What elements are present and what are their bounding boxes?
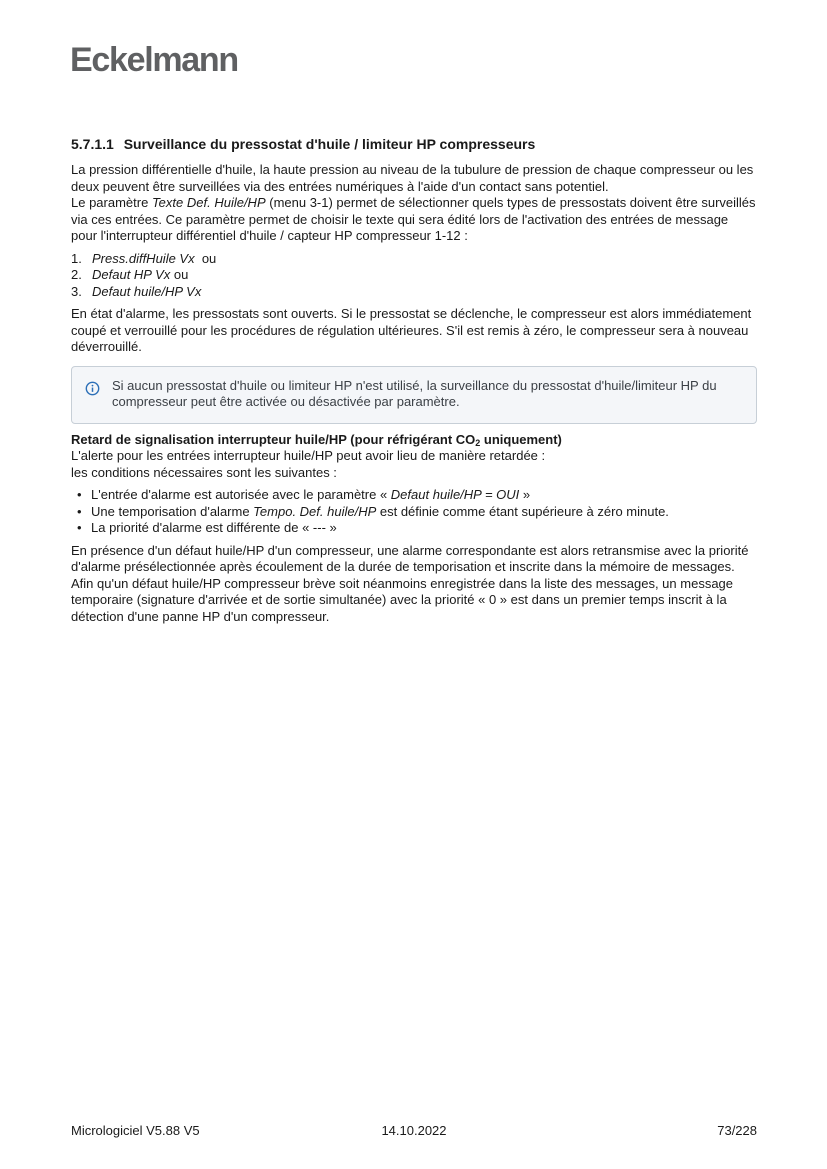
footer-date: 14.10.2022 xyxy=(381,1123,447,1138)
footer-firmware: Micrologiciel V5.88 V5 xyxy=(71,1123,200,1138)
param-name: Texte Def. Huile/HP xyxy=(151,195,266,210)
list-item xyxy=(71,267,757,284)
parameter-paragraph xyxy=(71,195,757,245)
list-item xyxy=(71,251,757,268)
co2-subscript: 2 xyxy=(475,437,481,448)
delay-line-1: L'alerte pour les entrées interrupteur huile/HP peut avoir lieu de manière retardée : xyxy=(71,448,546,463)
bullet-text: L'entrée d'alarme est autorisée avec le paramètre « xyxy=(91,487,391,502)
note-text: Si aucun pressostat d'huile ou limiteur HP n'est utilisé, la surveillance du pressostat d'huile/limiteur HP du compresseur peut être activée ou désactivée par paramètre. xyxy=(112,377,717,409)
intro-block xyxy=(71,162,757,245)
list-number: 1. xyxy=(71,250,82,266)
param-text-post: (menu 3-1) permet de sélectionner quels types de pressostats doivent être surveillés via ces entrées. Ce paramètre permet de choisir le texte qui sera édité lors de l'activation des entrées de message pour l'interrupteur différentiel d'huile / capteur HP compresseur 1-12 : xyxy=(71,195,756,243)
option-suffix: ou xyxy=(194,250,217,266)
option-text: Defaut huile/HP Vx xyxy=(92,283,202,299)
param-text-pre: Le paramètre xyxy=(71,195,152,210)
bullet-text: La priorité d'alarme est différente de « --- » xyxy=(91,520,337,535)
list-item xyxy=(71,504,757,521)
list-number: 3. xyxy=(71,283,82,299)
delay-line-2: les conditions nécessaires sont les suivantes : xyxy=(71,464,337,480)
text-options-list xyxy=(71,251,757,301)
section-number: 5.7.1.1 xyxy=(71,136,114,152)
alarm-paragraph: En état d'alarme, les pressostats sont ouverts. Si le pressostat se déclenche, le compresseur est alors immédiatement coupé et verrouillé pour les procédures de régulation ultérieures. S'il est remis à zéro, le compresseur sera à nouveau déverrouillé. xyxy=(71,306,752,354)
delay-paragraph-2: Afin qu'un défaut huile/HP compresseur brève soit néanmoins enregistrée dans la liste des messages, un message temporaire (signature d'arrivée et de sortie simultanée) avec la priorité « 0 » est dans un premier temps inscrit à la détection d'une panne HP d'un compresseur. xyxy=(71,575,734,624)
main-content xyxy=(71,135,757,625)
bullet-emphasis: Defaut huile/HP = OUI xyxy=(390,487,520,502)
list-item xyxy=(71,520,757,537)
delay-paragraph-1: En présence d'un défaut huile/HP d'un compresseur, une alarme correspondante est alors retransmise avec la priorité d'alarme présélectionnée après écoulement de la durée de temporisation et inscrite dans la mémoire de messages. xyxy=(71,542,749,574)
bullet-dot: • xyxy=(77,520,82,535)
option-text: Defaut HP Vx xyxy=(92,267,171,282)
page-footer xyxy=(71,1122,757,1140)
bullet-dot: • xyxy=(77,487,82,502)
list-number: 2. xyxy=(71,267,82,282)
option-suffix: ou xyxy=(170,267,189,282)
conditions-list xyxy=(71,487,757,537)
bullet-dot: • xyxy=(77,503,82,519)
delay-heading xyxy=(71,432,757,449)
list-item xyxy=(71,487,757,504)
intro-paragraph: La pression différentielle d'huile, la haute pression au niveau de la tubulure de pression de chaque compresseur ou les deux peuvent être surveillées via des entrées numériques à l'aide d'un contact sans potentiel. xyxy=(71,162,754,194)
bullet-text-post: » xyxy=(519,487,531,502)
list-item xyxy=(71,284,757,301)
option-text: Press.diffHuile Vx xyxy=(92,250,195,266)
footer-page-number: 73/228 xyxy=(717,1123,757,1138)
delay-heading-pre: Retard de signalisation interrupteur huile/HP (pour réfrigérant CO xyxy=(71,431,476,447)
delay-heading-post: uniquement) xyxy=(480,431,562,447)
info-icon xyxy=(85,381,100,396)
eckelmann-logo: Eckelmann xyxy=(70,41,238,79)
section-title: Surveillance du pressostat d'huile / limiteur HP compresseurs xyxy=(123,136,536,152)
bullet-text: Une temporisation d'alarme xyxy=(91,503,254,519)
info-note xyxy=(71,366,757,424)
bullet-emphasis: Tempo. Def. huile/HP xyxy=(253,503,377,519)
section-heading xyxy=(71,135,757,153)
bullet-text-post: est définie comme étant supérieure à zéro minute. xyxy=(376,503,669,519)
